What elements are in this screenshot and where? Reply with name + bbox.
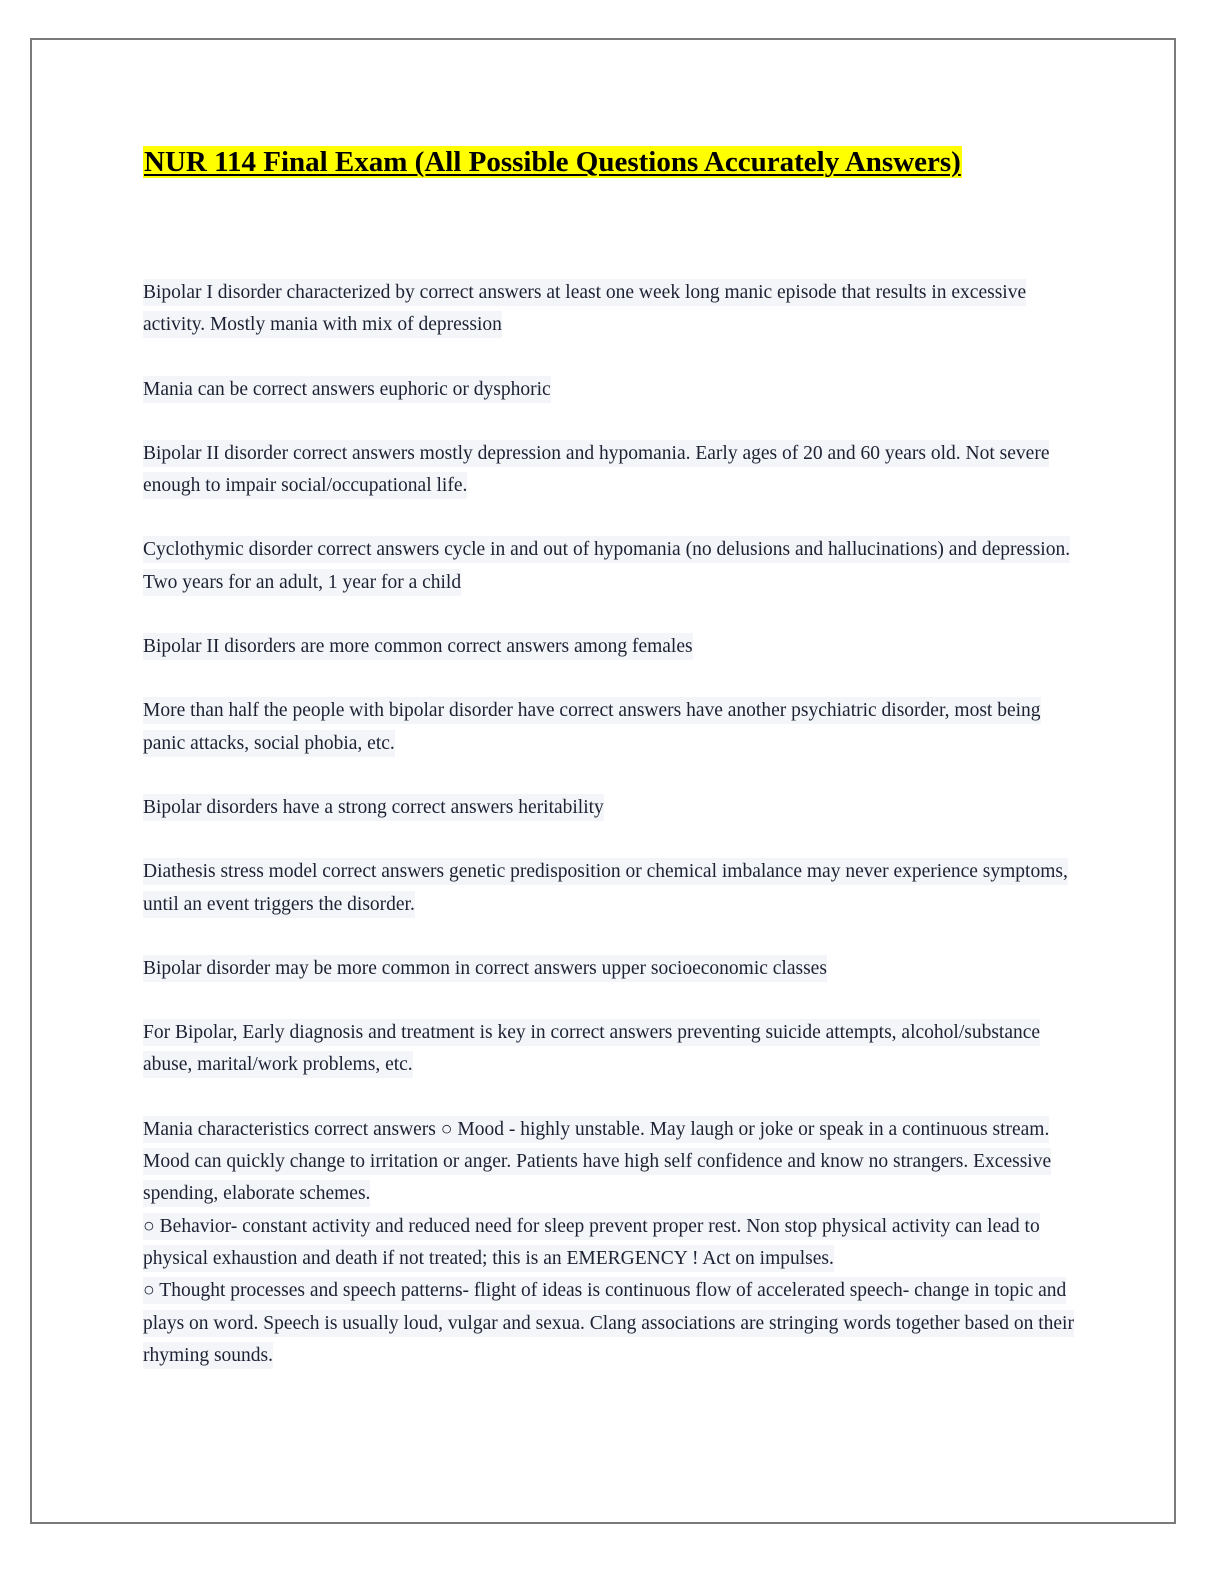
mania-mood-paragraph [143, 1114, 1078, 1211]
qa-entry-text: More than half the people with bipolar disorder have correct answers have another psychiatric disorder, most being panic attacks, social phobia, etc. [143, 697, 1041, 756]
mania-thought-paragraph [143, 1275, 1078, 1372]
qa-entry-text: Bipolar II disorder correct answers mostly depression and hypomania. Early ages of 20 and 60 years old. Not severe enough to impair social/occupational life. [143, 440, 1049, 499]
qa-entry-text: Bipolar I disorder characterized by correct answers at least one week long manic episode that results in excessive activity. Mostly mania with mix of depression [143, 279, 1026, 338]
qa-entry-text: Diathesis stress model correct answers genetic predisposition or chemical imbalance may never experience symptoms, until an event triggers the disorder. [143, 858, 1068, 917]
qa-entry [143, 856, 1078, 921]
qa-entry-text: Bipolar disorder may be more common in correct answers upper socioeconomic classes [143, 955, 827, 982]
qa-entry [143, 534, 1078, 599]
mania-thought-text: ○ Thought processes and speech patterns- flight of ideas is continuous flow of accelerated speech- change in topic and plays on word. Speech is usually loud, vulgar and sexua. Clang associations are stringing words together based on their rhyming sounds. [143, 1277, 1074, 1369]
qa-entry [143, 631, 1078, 663]
mania-behavior-paragraph [143, 1211, 1078, 1276]
document-title [143, 144, 962, 180]
qa-entry [143, 695, 1078, 760]
qa-entry [143, 792, 1078, 824]
qa-entry [143, 438, 1078, 503]
qa-entry-text: Bipolar disorders have a strong correct answers heritability [143, 794, 604, 821]
qa-entry-text: Mania can be correct answers euphoric or dysphoric [143, 376, 551, 403]
qa-entry [143, 953, 1078, 985]
mania-mood-text: Mania characteristics correct answers ○ Mood - highly unstable. May laugh or joke or speak in a continuous stream. Mood can quickly change to irritation or anger. Patients have high self confidence and know no strangers. Excessive spending, elaborate schemes. [143, 1116, 1051, 1208]
mania-characteristics-entry [143, 1114, 1078, 1372]
qa-entry-text: For Bipolar, Early diagnosis and treatment is key in correct answers preventing suicide attempts, alcohol/substance abuse, marital/work problems, etc. [143, 1019, 1040, 1078]
qa-entry [143, 1017, 1078, 1082]
qa-list [143, 277, 1078, 1372]
qa-entry [143, 277, 1078, 342]
mania-behavior-text: ○ Behavior- constant activity and reduced need for sleep prevent proper rest. Non stop physical activity can lead to physical exhaustion and death if not treated; this is an EMERGENCY ! Act on impulses. [143, 1213, 1040, 1272]
document-title-text: NUR 114 Final Exam (All Possible Questions Accurately Answers) [144, 146, 961, 178]
qa-entry-text: Cyclothymic disorder correct answers cycle in and out of hypomania (no delusions and hallucinations) and depression. Two years for an adult, 1 year for a child [143, 536, 1070, 595]
qa-entry-text: Bipolar II disorders are more common correct answers among females [143, 633, 693, 660]
qa-entry [143, 374, 1078, 406]
